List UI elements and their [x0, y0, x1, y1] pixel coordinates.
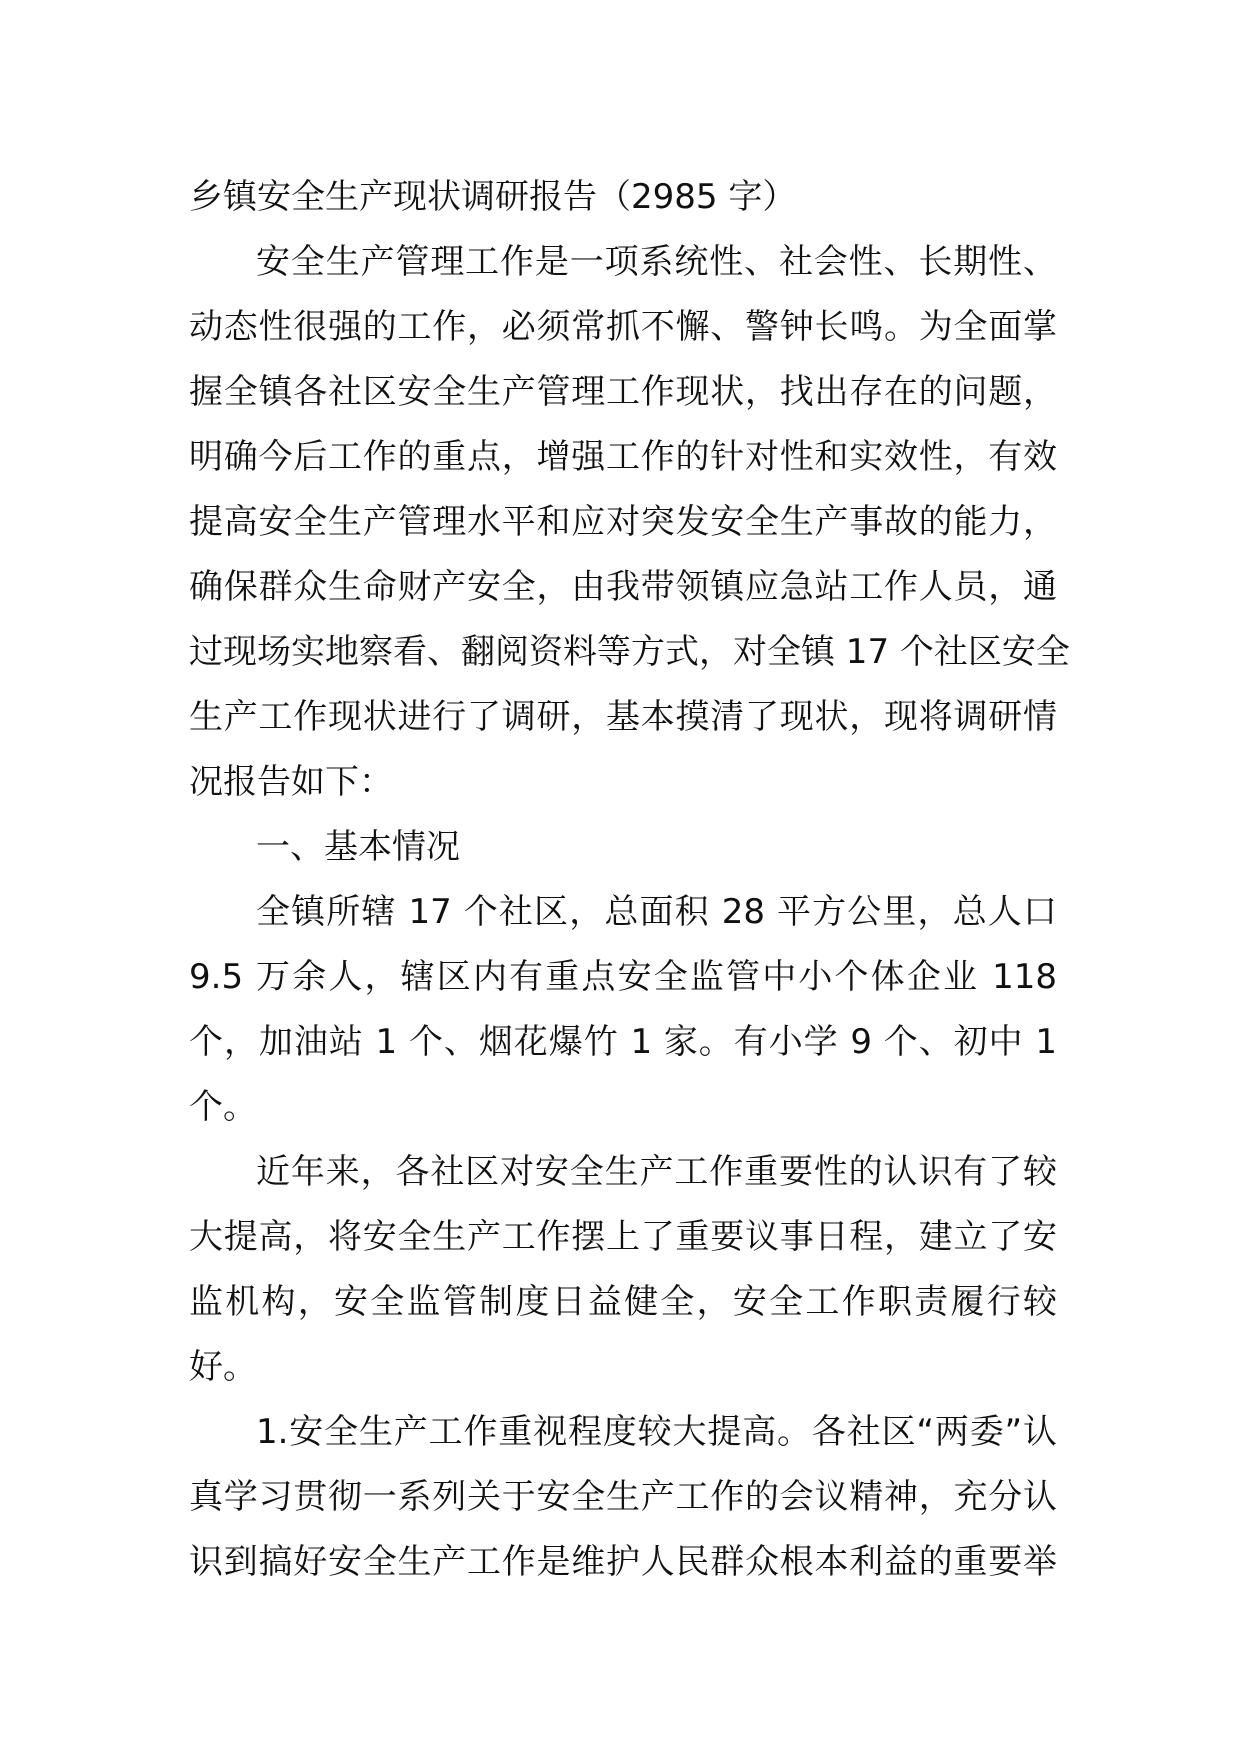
body-text-line: 监机构，安全监管制度日益健全，安全工作职责履行较	[189, 1282, 1057, 1322]
body-text-line: 个，加油站 1 个、烟花爆竹 1 家。有小学 9 个、初中 1	[189, 1022, 1057, 1062]
body-text-line: 过现场实地察看、翻阅资料等方式，对全镇 17 个社区安全	[189, 632, 1070, 672]
body-text-line: 近年来，各社区对安全生产工作重要性的认识有了较	[256, 1152, 1057, 1192]
body-text-line: 提高安全生产管理水平和应对突发安全生产事故的能力，	[189, 502, 1057, 542]
body-text-line: 好。	[189, 1347, 257, 1387]
body-text-line: 生产工作现状进行了调研，基本摸清了现状，现将调研情	[189, 697, 1057, 737]
body-text-line: 9.5 万余人，辖区内有重点安全监管中小个体企业 118	[189, 957, 1057, 997]
body-text-line: 动态性很强的工作，必须常抓不懈、警钟长鸣。为全面掌	[189, 307, 1057, 347]
document-title: 乡镇安全生产现状调研报告（2985 字）	[189, 177, 797, 217]
body-text-line: 全镇所辖 17 个社区，总面积 28 平方公里，总人口	[256, 892, 1057, 932]
body-text-line: 个。	[189, 1087, 257, 1127]
body-text-line: 况报告如下：	[189, 762, 393, 802]
body-text-line: 明确今后工作的重点，增强工作的针对性和实效性，有效	[189, 437, 1057, 477]
body-text-line: 安全生产管理工作是一项系统性、社会性、长期性、	[256, 242, 1057, 282]
body-text-line: 识到搞好安全生产工作是维护人民群众根本利益的重要举	[189, 1542, 1057, 1582]
body-text-line: 1.安全生产工作重视程度较大提高。各社区“两委”认	[256, 1412, 1057, 1452]
body-text-line: 确保群众生命财产安全，由我带领镇应急站工作人员，通	[189, 567, 1057, 607]
body-text-line: 一、基本情况	[256, 827, 460, 867]
body-text-line: 握全镇各社区安全生产管理工作现状，找出存在的问题，	[189, 372, 1057, 412]
body-text-line: 真学习贯彻一系列关于安全生产工作的会议精神，充分认	[189, 1477, 1057, 1517]
body-text-line: 大提高，将安全生产工作摆上了重要议事日程，建立了安	[189, 1217, 1057, 1257]
